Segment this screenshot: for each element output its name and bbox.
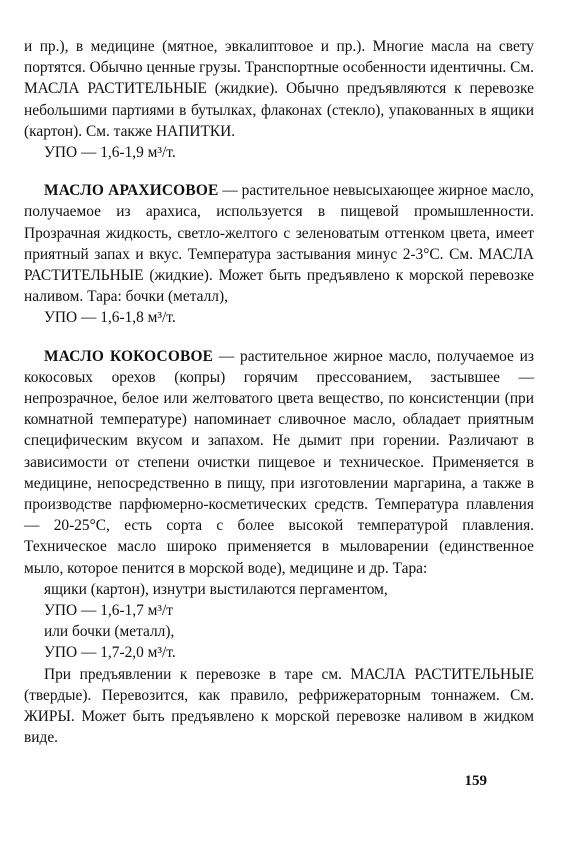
tara-line: ящики (картон), изнутри выстилаются пергаментом, xyxy=(44,580,388,598)
entry-term: МАСЛО АРАХИСОВОЕ xyxy=(44,182,219,200)
upo-value: УПО — 1,6-1,7 м³/т xyxy=(44,602,174,620)
paragraph-last: При предъявлении к перевозке в таре см. МАСЛА РАСТИТЕЛЬНЫЕ (твердые). Перевозится, как правило, рефрижераторным тоннажем. См. ЖИРЫ. Может быть предъявлено к морской перевозке наливом в жидком виде. xyxy=(24,665,534,747)
paragraph-continuation: и пр.), в медицине (мятное, эвкалиптовое и пр.). Многие масла на свету портятся. Обычно ценные грузы. Транспортные особенности идентичны. См. МАСЛА РАСТИТЕЛЬНЫЕ (жидкие). Обычно предъявляются к перевозке небольшими партиями в бутылках, флаконах (стекло), упакованных в ящики (картон). См. также НАПИТКИ. xyxy=(24,38,534,140)
entry-coconut-oil xyxy=(24,346,534,579)
page-number: 159 xyxy=(464,773,487,789)
entry-text: — растительное жирное масло, получаемое из кокосовых орехов (копры) горячим прессованием, застывшее — непрозрачное, белое или желтоватого цвета вещество, по консистенции (при комнатной температуре) напоминает сливочное масло, обладает приятным специфическим вкусом и запахом. Не дымит при горении. Различают в зависимости от степени очистки пищевое и техническое. Применяется в медицине, непосредственно в пищу, при изготовлении маргарина, а также в производстве парфюмерно-косметических средств. Температура плавления — 20-25°С, есть сорта с более высокой температурой плавления. Техническое масло широко применяется в мыловарении (единственное мыло, которое пенится в морской воде), медицине и др. Тара: xyxy=(24,347,534,577)
tara-line: или бочки (металл), xyxy=(44,623,175,641)
upo-value: УПО — 1,6-1,8 м³/т. xyxy=(44,309,176,327)
entry-text: — растительное невысыхающее жирное масло, получаемое из арахиса, используется в пищевой промышленности. Прозрачная жидкость, светло-желтого с зеленоватым оттенком цвета, имеет приятный запах и вкус. Температура застывания минус 2-3°С. См. МАСЛА РАСТИТЕЛЬНЫЕ (жидкие). Может быть предъявлено к морской перевозке наливом. Тара: бочки (металл), xyxy=(24,182,534,306)
entry-peanut-oil xyxy=(24,180,534,307)
upo-value: УПО — 1,7-2,0 м³/т. xyxy=(44,644,176,662)
page-body xyxy=(24,36,534,749)
upo-value: УПО — 1,6-1,9 м³/т. xyxy=(44,144,176,162)
entry-term: МАСЛО КОКОСОВОЕ xyxy=(44,347,214,365)
